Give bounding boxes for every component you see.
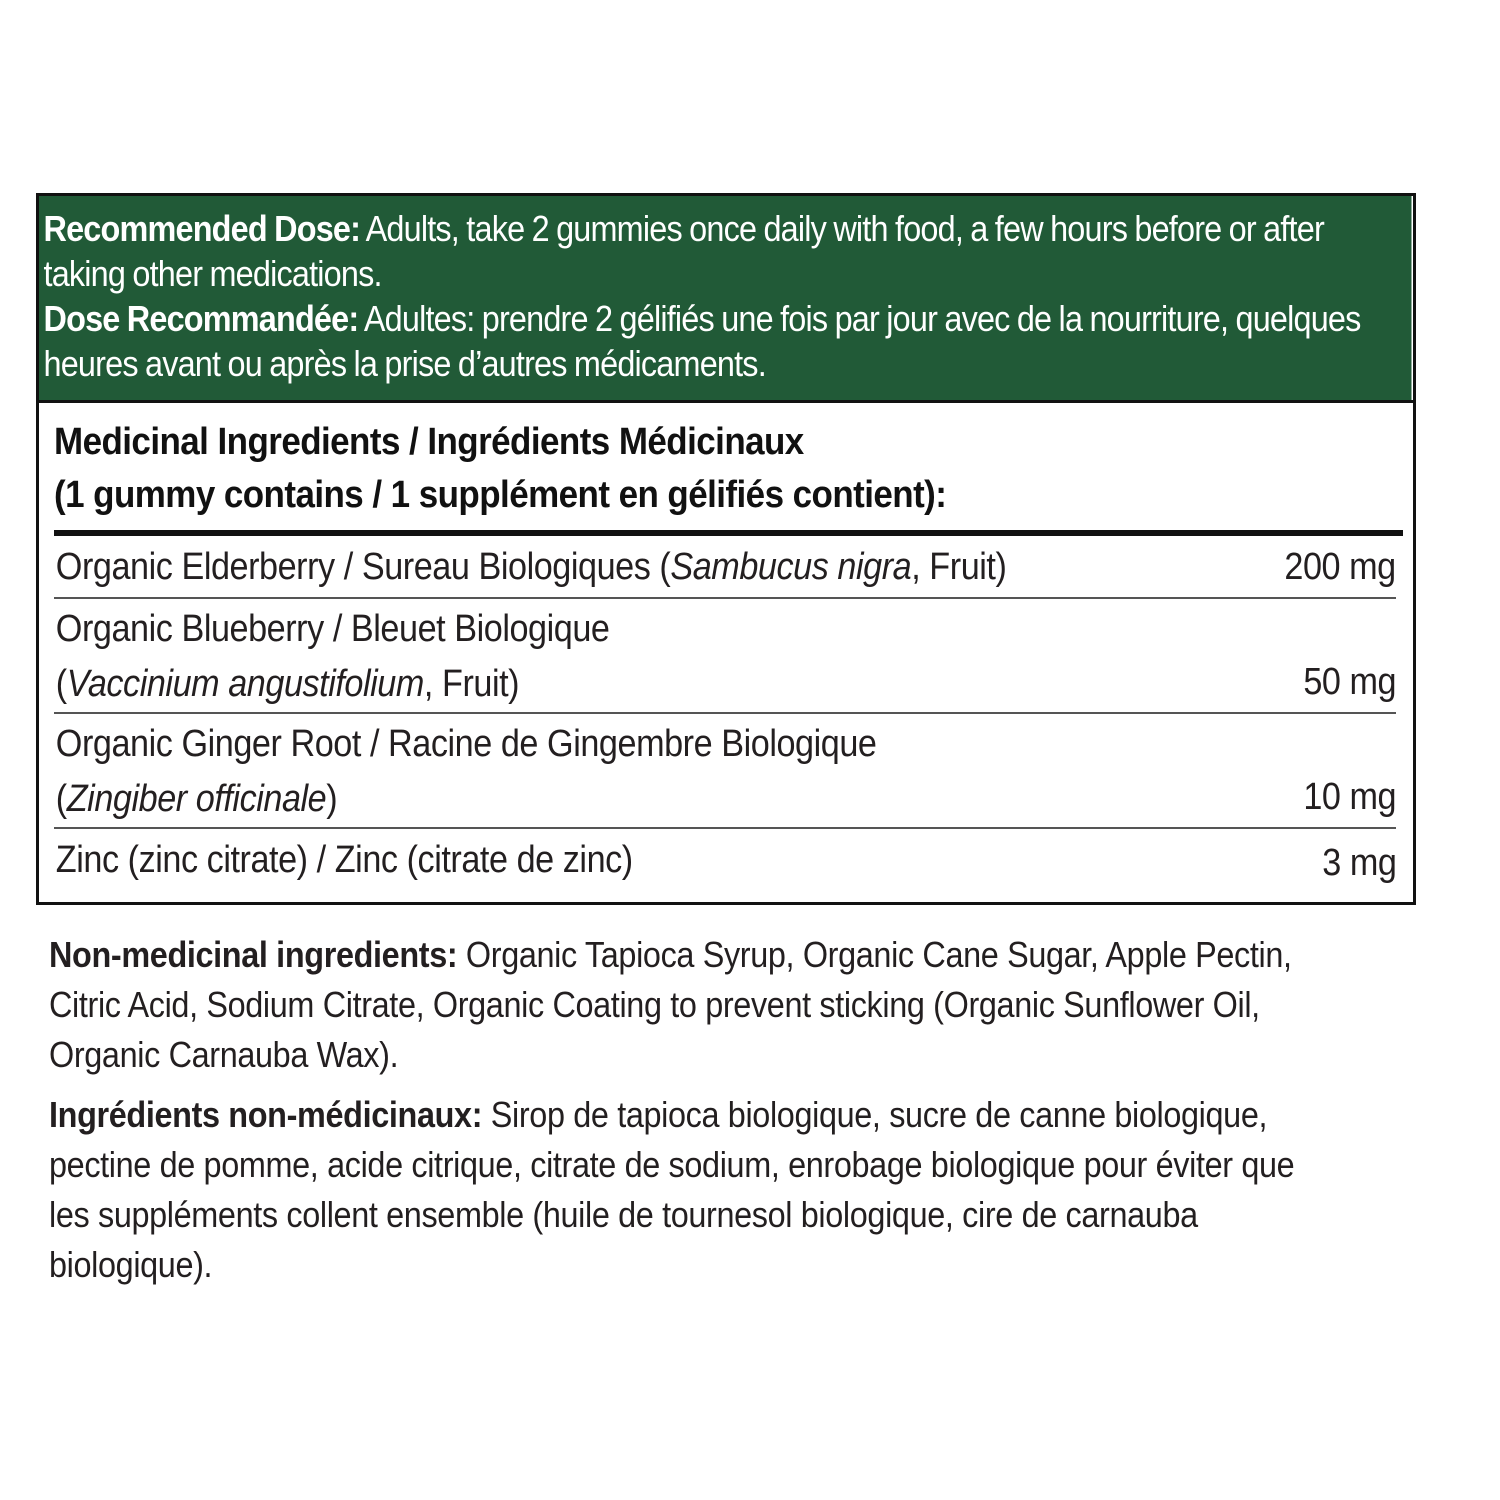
- table-row: [54, 599, 1396, 714]
- dose-fr-label: Dose Recommandée:: [43, 298, 359, 339]
- supplement-facts-panel: [36, 193, 1416, 905]
- table-row: [54, 829, 1396, 901]
- table-row: [54, 714, 1396, 829]
- medicinal-table: [54, 536, 1396, 901]
- dose-fr: [44, 296, 1401, 386]
- medicinal-header: [54, 402, 1419, 522]
- non-medicinal-ingredients-en: [49, 930, 1309, 1080]
- medicinal-header-line1: Medicinal Ingredients / Ingrédients Médicinaux: [54, 421, 804, 463]
- ingredient-part: , Fruit): [423, 663, 520, 705]
- ingredient-part: , Fruit): [911, 546, 1007, 588]
- table-row: [54, 536, 1396, 599]
- non-medicinal-fr-text: Sirop de tapioca biologique, sucre de canne biologique, pectine de pomme, acide citrique, citrate de sodium, enrobage biologique pour éviter que les suppléments collent ensemble (huile de tournesol biologique, cire de carnauba biologique).: [49, 1094, 1295, 1285]
- ingredient-scientific-name: Zingiber officinale: [66, 778, 327, 820]
- ingredient-paren-open: (: [55, 663, 67, 705]
- ingredient-paren-open: (: [55, 778, 67, 820]
- ingredient-name-text: Organic Blueberry / Bleuet Biologique: [55, 608, 610, 650]
- ingredient-amount: 200 mg: [1284, 546, 1396, 588]
- ingredient-scientific-name: Vaccinium angustifolium: [66, 663, 424, 705]
- ingredient-paren-close: ): [326, 778, 338, 820]
- ingredient-name: [54, 540, 1500, 595]
- dose-en: [44, 206, 1401, 296]
- ingredient-name-text: Organic Elderberry / Sureau Biologiques (: [55, 546, 671, 588]
- non-medicinal-en-text: Organic Tapioca Syrup, Organic Cane Sugar, Apple Pectin, Citric Acid, Sodium Citrate, Organic Coating to prevent sticking (Organic Sunflower Oil, Organic Carnauba Wax).: [49, 934, 1292, 1075]
- non-medicinal-fr-label: Ingrédients non-médicinaux:: [49, 1094, 483, 1135]
- ingredient-amount: 50 mg: [1303, 661, 1396, 703]
- recommended-dose-box: [39, 196, 1412, 402]
- dose-en-label: Recommended Dose:: [43, 208, 361, 249]
- ingredient-name: [54, 602, 1500, 712]
- ingredient-amount: 3 mg: [1321, 842, 1396, 884]
- ingredient-name: Zinc (zinc citrate) / Zinc (citrate de zinc): [55, 839, 633, 881]
- ingredient-scientific-name: Sambucus nigra: [670, 546, 912, 588]
- dose-fr-text: Adultes: prendre 2 gélifiés une fois par jour avec de la nourriture, quelques heures avant ou après la prise d’autres médicaments.: [43, 298, 1361, 384]
- ingredient-name-text: Organic Ginger Root / Racine de Gingembre Biologique: [55, 723, 877, 765]
- medicinal-header-line2: (1 gummy contains / 1 supplément en gélifiés contient):: [54, 474, 947, 516]
- dose-en-text: Adults, take 2 gummies once daily with food, a few hours before or after taking other medications.: [43, 208, 1324, 294]
- non-medicinal-ingredients-fr: [49, 1090, 1309, 1290]
- ingredient-amount: 10 mg: [1303, 776, 1396, 818]
- ingredient-name: [54, 717, 1500, 827]
- non-medicinal-en-label: Non-medicinal ingredients:: [49, 934, 458, 975]
